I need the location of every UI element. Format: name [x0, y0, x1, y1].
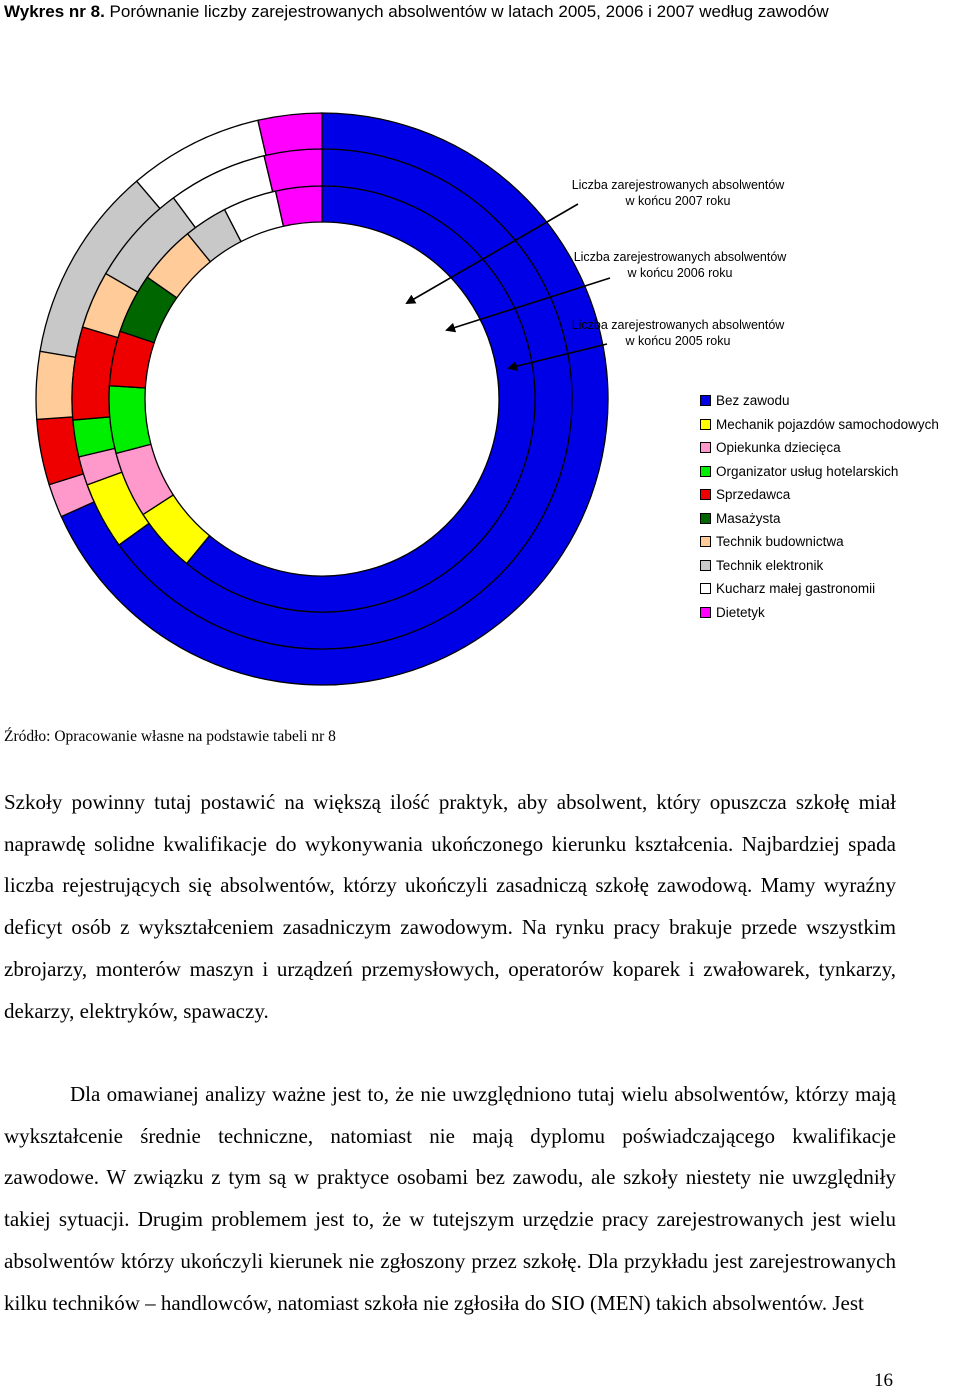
source-note: Źródło: Opracowanie własne na podstawie tabeli nr 8 [4, 728, 336, 745]
legend-label: Bez zawodu [716, 393, 790, 409]
legend-swatch [700, 513, 711, 524]
legend-label: Mechanik pojazdów samochodowych [716, 416, 939, 432]
legend-item-opiekunka-dziecieca [700, 436, 960, 460]
inner-ring-slice-dietetyk [276, 186, 322, 226]
legend-swatch [700, 607, 711, 618]
legend-swatch [700, 466, 711, 477]
legend-label: Sprzedawca [716, 487, 791, 503]
inner-ring-slice-organizator-uslug-hotelarskich [109, 386, 151, 454]
legend-item-technik-budownictwa [700, 530, 960, 554]
legend-swatch [700, 560, 711, 571]
legend-label: Technik elektronik [716, 557, 824, 573]
legend-label: Organizator usług hotelarskich [716, 463, 899, 479]
chart-title-text: Porównanie liczby zarejestrowanych absolwentów w latach 2005, 2006 i 2007 według zawodów [109, 2, 829, 21]
outer-ring-slice-technik-budownictwa [36, 351, 76, 419]
legend-item-dietetyk [700, 601, 960, 625]
legend-swatch [700, 442, 711, 453]
legend-swatch [700, 536, 711, 547]
legend-label: Opiekunka dziecięca [716, 440, 841, 456]
page-number: 16 [874, 1370, 893, 1391]
ring-label-inner: Liczba zarejestrowanych absolwentów w końcu 2005 roku [571, 318, 785, 348]
legend-item-technik-elektronik [700, 554, 960, 578]
legend-item-mechanik-pojazdow-samochodowych [700, 413, 960, 437]
legend-label: Kucharz małej gastronomii [716, 581, 876, 597]
legend-swatch [700, 583, 711, 594]
legend-item-bez-zawodu [700, 389, 960, 413]
legend-label: Dietetyk [716, 604, 765, 620]
legend-item-kucharz-malej-gastronomii [700, 577, 960, 601]
legend-item-sprzedawca [700, 483, 960, 507]
legend-swatch [700, 489, 711, 500]
legend-item-masazysta [700, 507, 960, 531]
chart-legend [700, 389, 960, 624]
chart-title-prefix: Wykres nr 8. [4, 2, 105, 21]
legend-item-organizator-uslug-hotelarskich [700, 460, 960, 484]
chart-rings [36, 113, 608, 685]
middle-ring-slice-dietetyk [264, 149, 322, 192]
legend-label: Technik budownictwa [716, 534, 844, 550]
legend-label: Masażysta [716, 510, 781, 526]
ring-label-outer: Liczba zarejestrowanych absolwentów w końcu 2007 roku [571, 178, 785, 208]
ring-label-middle: Liczba zarejestrowanych absolwentów w końcu 2006 roku [573, 250, 787, 280]
paragraph-1: Szkoły powinny tutaj postawić na większą ilość praktyk, aby absolwent, który opuszcza szkołę miał naprawdę solidne kwalifikacje do wykonywania ukończonego kierunku kształcenia. Najbardziej spada liczba rejestrujących się absolwentów, którzy ukończyli zasadniczą szkołę zawodową. Mamy wyraźny deficyt osób z wykształceniem zasadniczym zawodowym. Na rynku pracy brakuje przede wszystkim zbrojarzy, monterów maszyn i urządzeń przemysłowych, operatorów koparek i zwałowarek, tynkarzy, dekarzy, elektryków, spawaczy. [4, 790, 896, 1023]
legend-swatch [700, 419, 711, 430]
paragraph-2: Dla omawianej analizy ważne jest to, że nie uwzględniono tutaj wielu absolwentów, którzy mają wykształcenie średnie techniczne, natomiast nie mają dyplomu poświadczającego kwalifikacje zawodowe. W związku z tym są w praktyce osobami bez zawodu, ale szkoły niestety nie uwzględniły takiej sytuacji. Drugim problemem jest to, że w tutejszym urzędzie pracy zarejestrowanych jest wielu absolwentów którzy ukończyli kierunek nie zgłoszony przez szkołę. Dla przykładu jest zarejestrowanych kilku techników – handlowców, natomiast szkoła nie zgłosiła do SIO (MEN) takich absolwentów. Jest [4, 1082, 896, 1315]
legend-swatch [700, 395, 711, 406]
